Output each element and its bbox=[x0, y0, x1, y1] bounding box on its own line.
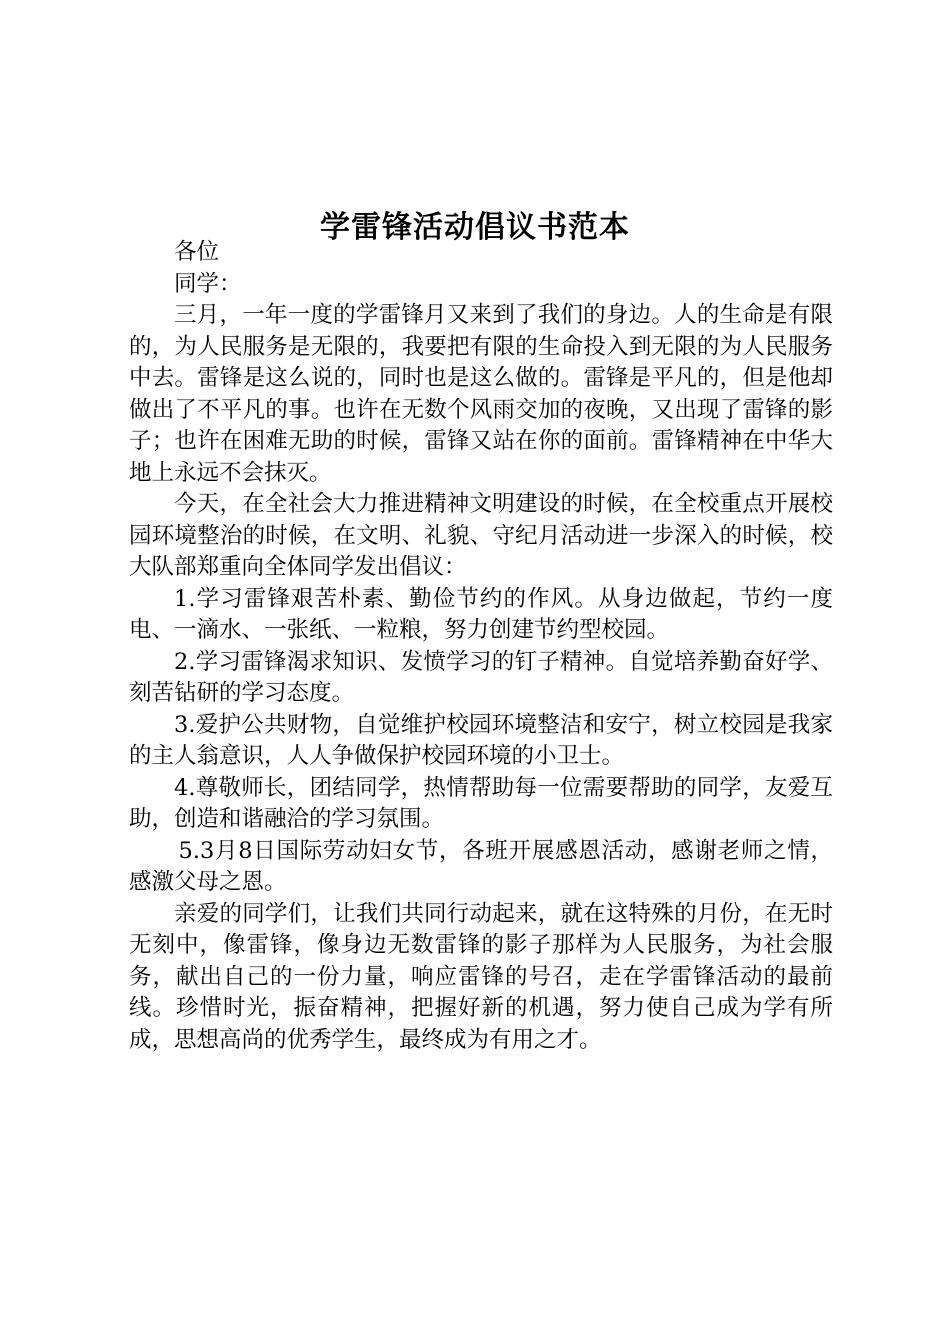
proposal-item-3: 3.爱护公共财物，自觉维护校园环境整洁和安宁，树立校园是我家的主人翁意识，人人争做保护校园环境的小卫士。 bbox=[129, 711, 833, 769]
document-body bbox=[129, 237, 833, 1056]
salutation-line-1: 各位 bbox=[174, 239, 220, 265]
paragraph-intro: 三月，一年一度的学雷锋月又来到了我们的身边。人的生命是有限的，为人民服务是无限的，我要把有限的生命投入到无限的为人民服务中去。雷锋是这么说的，同时也是这么做的。雷锋是平凡的，但是他却做出了不平凡的事。也许在无数个风雨交加的夜晚，又出现了雷锋的影子；也许在困难无助的时候，雷锋又站在你的面前。雷锋精神在中华大地上永远不会抹灭。 bbox=[129, 302, 833, 486]
proposal-item-5: 5.3月8日国际劳动妇女节，各班开展感恩活动，感谢老师之情，感激父母之恩。 bbox=[129, 837, 833, 895]
document-title: 学雷锋活动倡议书范本 bbox=[320, 210, 630, 246]
proposal-item-4: 4.尊敬师长，团结同学，热情帮助每一位需要帮助的同学，友爱互助，创造和谐融洽的学习氛围。 bbox=[129, 774, 833, 832]
proposal-item-2: 2.学习雷锋渴求知识、发愤学习的钉子精神。自觉培养勤奋好学、刻苦钻研的学习态度。 bbox=[129, 648, 833, 706]
salutation-line-2: 同学： bbox=[174, 270, 242, 297]
proposal-item-1: 1.学习雷锋艰苦朴素、勤俭节约的作风。从身边做起，节约一度电、一滴水、一张纸、一粒粮，努力创建节约型校园。 bbox=[129, 585, 833, 643]
paragraph-closing: 亲爱的同学们，让我们共同行动起来，就在这特殊的月份，在无时无刻中，像雷锋，像身边无数雷锋的影子那样为人民服务，为社会服务，献出自己的一份力量，响应雷锋的号召，走在学雷锋活动的最前线。珍惜时光，振奋精神，把握好新的机遇，努力使自己成为学有所成，思想高尚的优秀学生，最终成为有用之才。 bbox=[129, 900, 833, 1053]
paragraph-proposal: 今天，在全社会大力推进精神文明建设的时候，在全校重点开展校园环境整治的时候，在文明、礼貌、守纪月活动进一步深入的时候，校大队部郑重向全体同学发出倡议： bbox=[129, 491, 833, 580]
